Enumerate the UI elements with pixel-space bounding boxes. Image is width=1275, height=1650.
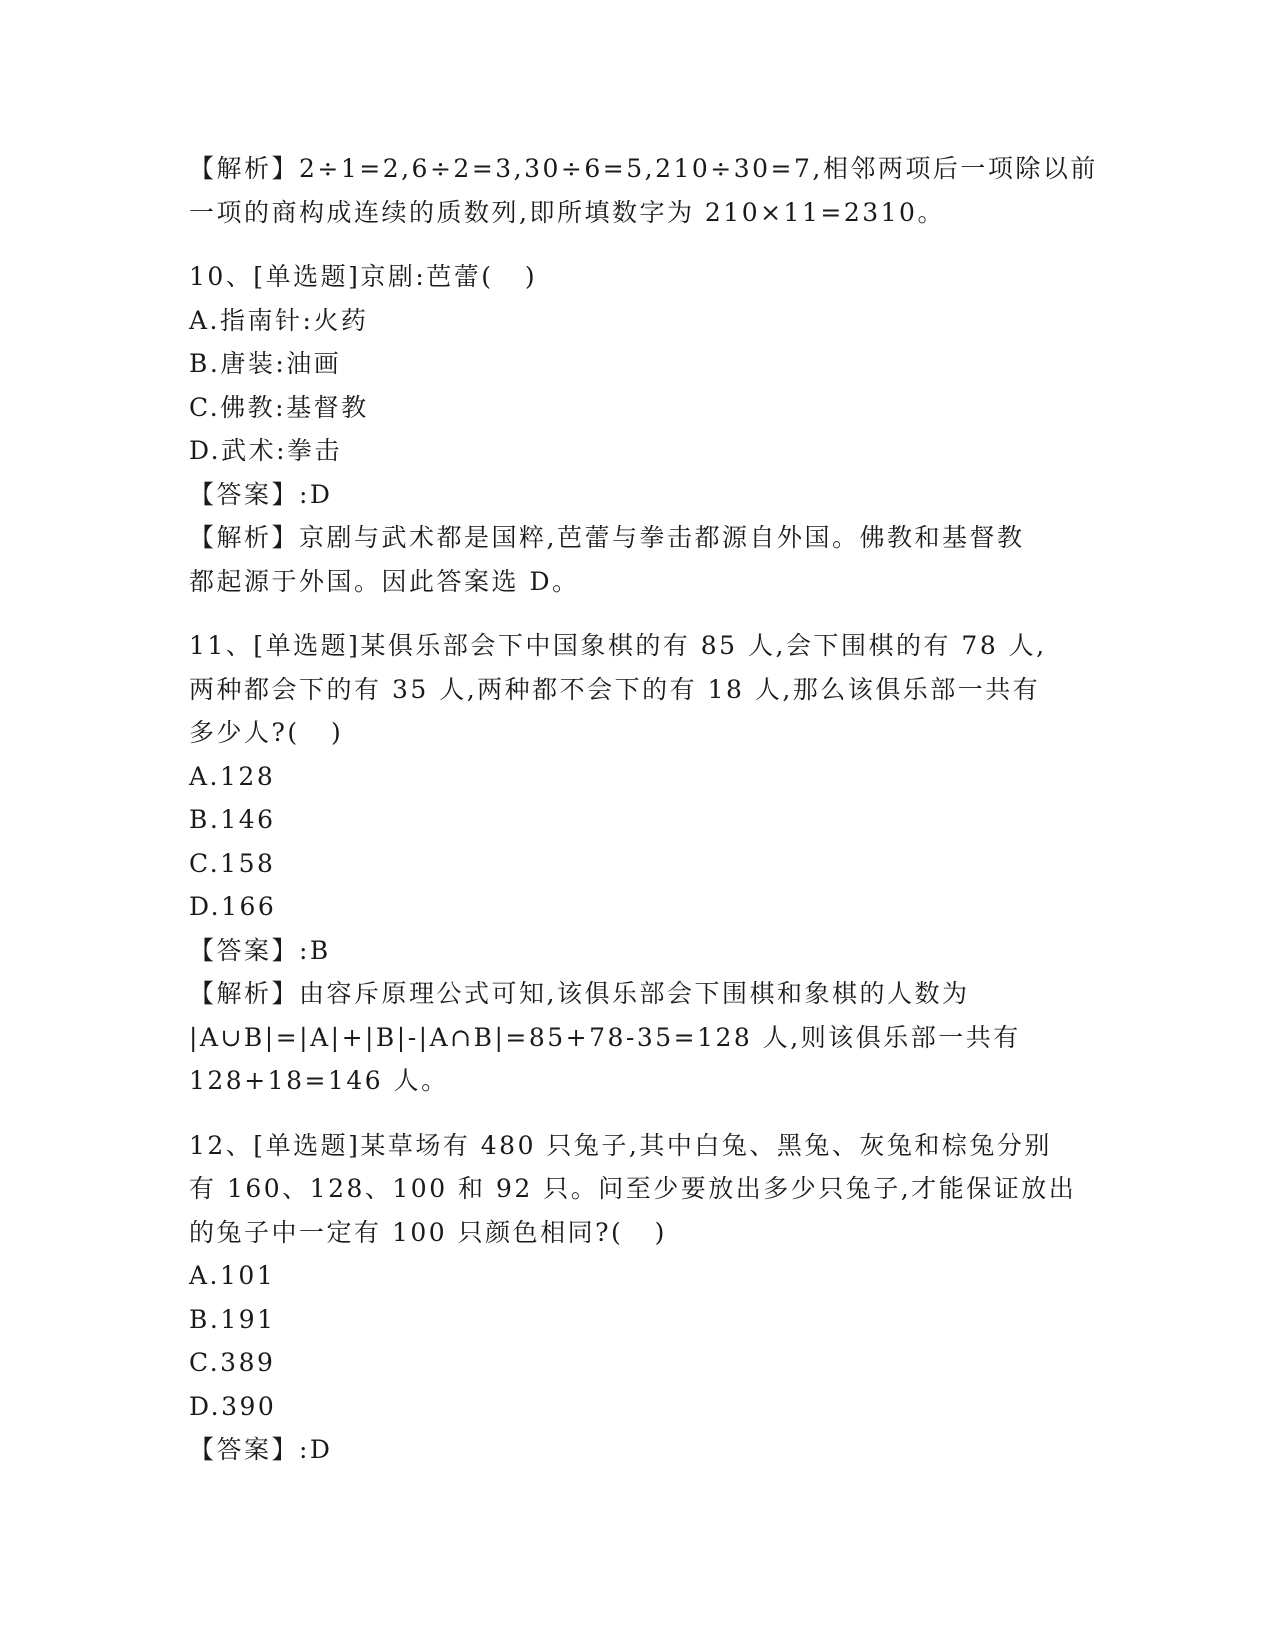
answer-line: 【答案】:D bbox=[189, 479, 333, 509]
question-stem: 多少人?( ) bbox=[189, 718, 344, 747]
block-gap bbox=[189, 1103, 1089, 1124]
option-a: A.128 bbox=[189, 761, 276, 791]
option-a: A.指南针:火药 bbox=[189, 305, 369, 335]
option-a: A.101 bbox=[189, 1261, 276, 1290]
option-d: D.166 bbox=[189, 892, 277, 921]
question-11 bbox=[189, 624, 1089, 1103]
question-stem: 12、[单选题]某草场有 480 只兔子,其中白兔、黑兔、灰兔和棕兔分别 bbox=[189, 1130, 1052, 1160]
question-12 bbox=[189, 1124, 1089, 1472]
answer-line: 【答案】:D bbox=[189, 1435, 333, 1464]
block-gap bbox=[189, 603, 1089, 624]
question-stem: 两种都会下的有 35 人,两种都不会下的有 18 人,那么该俱乐部一共有 bbox=[189, 674, 1041, 704]
option-b: B.191 bbox=[189, 1304, 276, 1334]
analysis-line: 【解析】由容斥原理公式可知,该俱乐部会下围棋和象棋的人数为 bbox=[189, 979, 970, 1008]
question-stem: 有 160、128、100 和 92 只。问至少要放出多少只兔子,才能保证放出 bbox=[189, 1174, 1077, 1203]
question-9-analysis bbox=[189, 147, 1098, 234]
analysis-line: 一项的商构成连续的质数列,即所填数字为 210×11=2310。 bbox=[189, 197, 945, 227]
answer-line: 【答案】:B bbox=[189, 935, 331, 965]
question-10 bbox=[189, 255, 1089, 603]
analysis-line: 都起源于外国。因此答案选 D。 bbox=[189, 566, 580, 596]
option-d: D.390 bbox=[189, 1391, 277, 1421]
option-c: C.佛教:基督教 bbox=[189, 392, 369, 422]
question-stem: 的兔子中一定有 100 只颜色相同?( ) bbox=[189, 1217, 667, 1247]
option-b: B.唐装:油画 bbox=[189, 349, 342, 378]
analysis-line: 【解析】京剧与武术都是国粹,芭蕾与拳击都源自外国。佛教和基督教 bbox=[189, 523, 1025, 552]
option-b: B.146 bbox=[189, 805, 276, 834]
option-c: C.158 bbox=[189, 848, 276, 878]
analysis-line: |A∪B|=|A|+|B|-|A∩B|=85+78-35=128 人,则该俱乐部一共有 bbox=[189, 1022, 1021, 1052]
question-stem: 11、[单选题]某俱乐部会下中国象棋的有 85 人,会下围棋的有 78 人, bbox=[189, 631, 1047, 660]
option-d: D.武术:拳击 bbox=[189, 436, 343, 465]
block-gap bbox=[189, 234, 1089, 255]
analysis-line: 【解析】2÷1=2,6÷2=3,30÷6=5,210÷30=7,相邻两项后一项除以前 bbox=[189, 154, 1098, 183]
question-stem: 10、[单选题]京剧:芭蕾( ) bbox=[189, 262, 538, 291]
analysis-line: 128+18=146 人。 bbox=[189, 1066, 449, 1095]
page-content bbox=[189, 147, 1098, 1472]
option-c: C.389 bbox=[189, 1348, 276, 1377]
